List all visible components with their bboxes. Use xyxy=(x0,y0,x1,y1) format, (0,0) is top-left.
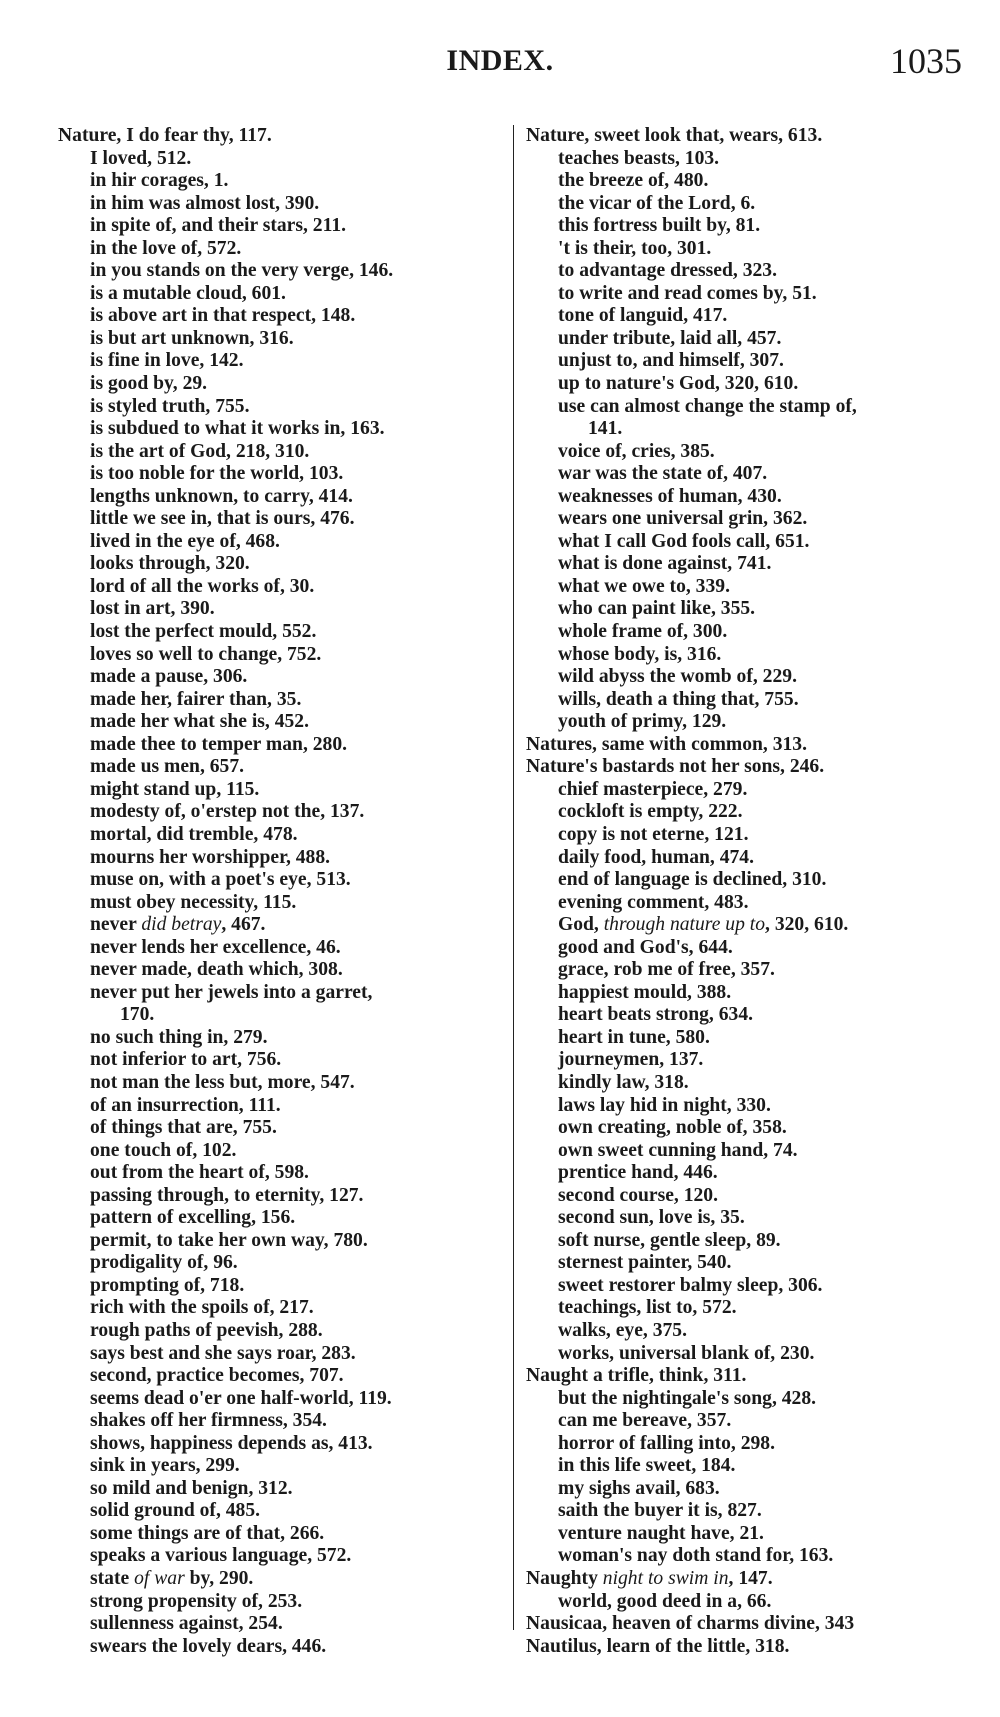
index-entry: state of war by, 290. xyxy=(90,1568,254,1589)
index-entry: saith the buyer it is, 827. xyxy=(558,1500,762,1522)
index-entry: wild abyss the womb of, 229. xyxy=(558,666,797,688)
index-entry: strong propensity of, 253. xyxy=(90,1590,303,1612)
index-entry: copy is not eterne, 121. xyxy=(558,823,749,845)
index-entry: journeymen, 137. xyxy=(558,1049,704,1071)
index-entry: never made, death which, 308. xyxy=(90,959,343,981)
index-entry: lost in art, 390. xyxy=(90,598,215,620)
index-entry: is but art unknown, 316. xyxy=(90,327,294,349)
index-entry: made thee to temper man, 280. xyxy=(90,733,348,755)
index-entry: is good by, 29. xyxy=(90,373,208,395)
index-entry: war was the state of, 407. xyxy=(558,463,768,485)
index-entry: mourns her worshipper, 488. xyxy=(90,846,331,868)
index-entry: Nature, I do fear thy, 117. xyxy=(58,125,272,146)
index-entry: is styled truth, 755. xyxy=(90,395,250,417)
index-entry: sink in years, 299. xyxy=(90,1455,240,1477)
index-entry: sternest painter, 540. xyxy=(558,1252,732,1274)
index-entry: my sighs avail, 683. xyxy=(558,1477,720,1499)
index-entry: not inferior to art, 756. xyxy=(90,1049,282,1071)
index-entry: Nature's bastards not her sons, 246. xyxy=(526,756,825,778)
index-entry: prentice hand, 446. xyxy=(558,1162,718,1184)
index-entry: in you stands on the very verge, 146. xyxy=(90,260,394,282)
index-entry: muse on, with a poet's eye, 513. xyxy=(90,869,351,891)
index-entry: world, good deed in a, 66. xyxy=(558,1590,772,1612)
index-entry: prodigality of, 96. xyxy=(90,1252,238,1274)
index-entry: 170. xyxy=(120,1004,155,1026)
index-entry: Nausicaa, heaven of charms divine, 343 xyxy=(526,1613,855,1635)
index-entry: tone of languid, 417. xyxy=(558,305,728,327)
index-entry: shows, happiness depends as, 413. xyxy=(90,1432,373,1454)
index-entry: in hir corages, 1. xyxy=(90,170,229,192)
index-entry: no such thing in, 279. xyxy=(90,1026,268,1048)
page-number: 1035 xyxy=(890,41,962,81)
index-entry: what is done against, 741. xyxy=(558,553,772,575)
index-entry: soft nurse, gentle sleep, 89. xyxy=(558,1229,781,1251)
index-entry: might stand up, 115. xyxy=(90,778,260,800)
index-entry: sweet restorer balmy sleep, 306. xyxy=(558,1274,823,1296)
index-entry: lengths unknown, to carry, 414. xyxy=(90,485,353,507)
index-entry: Naughty night to swim in, 147. xyxy=(526,1568,773,1589)
index-entry: unjust to, and himself, 307. xyxy=(558,350,784,372)
index-entry: is fine in love, 142. xyxy=(90,350,244,372)
index-entry: who can paint like, 355. xyxy=(558,598,756,620)
index-entry: lived in the eye of, 468. xyxy=(90,530,280,552)
index-entry: in spite of, and their stars, 211. xyxy=(90,215,347,237)
index-entry: wills, death a thing that, 755. xyxy=(558,688,799,710)
index-entry: little we see in, that is ours, 476. xyxy=(90,508,355,530)
column-divider xyxy=(513,125,514,1630)
index-entry: Naught a trifle, think, 311. xyxy=(526,1365,747,1387)
index-entry: end of language is declined, 310. xyxy=(558,869,827,891)
index-entry: loves so well to change, 752. xyxy=(90,643,322,665)
index-entry: prompting of, 718. xyxy=(90,1274,245,1296)
index-entry: is a mutable cloud, 601. xyxy=(90,282,286,304)
index-entry: rough paths of peevish, 288. xyxy=(90,1319,323,1341)
index-entry: second sun, love is, 35. xyxy=(558,1207,745,1229)
index-entry: solid ground of, 485. xyxy=(90,1500,261,1522)
index-entry: made a pause, 306. xyxy=(90,666,248,688)
index-entry: not man the less but, more, 547. xyxy=(90,1071,355,1093)
index-entry: of an insurrection, 111. xyxy=(90,1094,281,1116)
index-entry: modesty of, o'erstep not the, 137. xyxy=(90,801,365,823)
index-entry: cockloft is empty, 222. xyxy=(558,801,743,823)
index-entry: grace, rob me of free, 357. xyxy=(558,959,775,981)
index-entry: use can almost change the stamp of, xyxy=(558,395,857,417)
index-entry: of things that are, 755. xyxy=(90,1117,277,1139)
index-entry: says best and she says roar, 283. xyxy=(90,1342,356,1364)
index-entry: youth of primy, 129. xyxy=(558,711,727,733)
index-entry: this fortress built by, 81. xyxy=(558,215,761,237)
index-entry: so mild and benign, 312. xyxy=(90,1477,293,1499)
index-entry: is above art in that respect, 148. xyxy=(90,305,356,327)
index-entry: venture naught have, 21. xyxy=(558,1522,764,1544)
index-entry: seems dead o'er one half-world, 119. xyxy=(90,1387,392,1409)
index-entry: the breeze of, 480. xyxy=(558,170,709,192)
index-entry: teaches beasts, 103. xyxy=(558,147,720,169)
index-entry: happiest mould, 388. xyxy=(558,981,732,1003)
index-entry: works, universal blank of, 230. xyxy=(558,1342,815,1364)
index-entry: one touch of, 102. xyxy=(90,1139,237,1161)
index-entry: mortal, did tremble, 478. xyxy=(90,823,298,845)
index-entry: to advantage dressed, 323. xyxy=(558,260,777,282)
index-entry: own sweet cunning hand, 74. xyxy=(558,1139,798,1161)
index-entry: kindly law, 318. xyxy=(558,1071,689,1093)
index-entry: sullenness against, 254. xyxy=(90,1613,283,1635)
index-entry: woman's nay doth stand for, 163. xyxy=(558,1545,834,1567)
index-entry: heart in tune, 580. xyxy=(558,1026,710,1048)
index-entry: can me bereave, 357. xyxy=(558,1410,732,1432)
index-entry: permit, to take her own way, 780. xyxy=(90,1229,368,1251)
index-entry: laws lay hid in night, 330. xyxy=(558,1094,771,1116)
index-entry: the vicar of the Lord, 6. xyxy=(558,192,756,214)
index-entry: is too noble for the world, 103. xyxy=(90,463,344,485)
index-entry: in this life sweet, 184. xyxy=(558,1455,736,1477)
index-entry: lord of all the works of, 30. xyxy=(90,575,315,597)
index-entry: Nautilus, learn of the little, 318. xyxy=(526,1635,790,1657)
index-entry: heart beats strong, 634. xyxy=(558,1004,754,1026)
index-entry: what we owe to, 339. xyxy=(558,575,730,597)
index-entry: speaks a various language, 572. xyxy=(90,1545,352,1567)
index-entry: never did betray, 467. xyxy=(90,914,266,936)
index-entry: second, practice becomes, 707. xyxy=(90,1365,344,1387)
index-entry: second course, 120. xyxy=(558,1184,719,1206)
index-entry: whose body, is, 316. xyxy=(558,643,722,665)
index-entry: teachings, list to, 572. xyxy=(558,1297,737,1319)
index-entry: out from the heart of, 598. xyxy=(90,1162,309,1184)
index-entry: whole frame of, 300. xyxy=(558,621,728,643)
index-entry: Natures, same with common, 313. xyxy=(526,733,807,755)
index-entry: shakes off her firmness, 354. xyxy=(90,1410,327,1432)
index-entry: 't is their, too, 301. xyxy=(558,237,712,259)
index-entry: evening comment, 483. xyxy=(558,891,749,913)
index-entry: daily food, human, 474. xyxy=(558,846,754,868)
index-entry: passing through, to eternity, 127. xyxy=(90,1184,364,1206)
index-entry: in him was almost lost, 390. xyxy=(90,192,320,214)
index-entry: never lends her excellence, 46. xyxy=(90,936,341,958)
index-entry: never put her jewels into a garret, xyxy=(90,981,373,1003)
index-entry: pattern of excelling, 156. xyxy=(90,1207,296,1229)
index-entry: under tribute, laid all, 457. xyxy=(558,327,782,349)
index-entry: is the art of God, 218, 310. xyxy=(90,440,310,462)
index-entry: some things are of that, 266. xyxy=(90,1522,325,1544)
index-entry: in the love of, 572. xyxy=(90,237,242,259)
index-entry: to write and read comes by, 51. xyxy=(558,282,817,304)
index-entry: lost the perfect mould, 552. xyxy=(90,621,317,643)
index-entry: 141. xyxy=(588,418,623,440)
index-entry: wears one universal grin, 362. xyxy=(558,508,808,530)
index-entry: God, through nature up to, 320, 610. xyxy=(558,914,849,936)
page-title: INDEX. xyxy=(446,44,554,77)
index-column-left xyxy=(58,125,504,1658)
index-entry: horror of falling into, 298. xyxy=(558,1432,775,1454)
index-entry: made her, fairer than, 35. xyxy=(90,688,302,710)
index-entry: is subdued to what it works in, 163. xyxy=(90,418,385,440)
index-entry: looks through, 320. xyxy=(90,553,250,575)
index-entry: chief masterpiece, 279. xyxy=(558,778,748,800)
index-entry: weaknesses of human, 430. xyxy=(558,485,782,507)
index-entry: Nature, sweet look that, wears, 613. xyxy=(526,125,823,146)
index-entry: walks, eye, 375. xyxy=(558,1319,687,1341)
index-entry: must obey necessity, 115. xyxy=(90,891,297,913)
index-entry: good and God's, 644. xyxy=(558,936,733,958)
index-entry: swears the lovely dears, 446. xyxy=(90,1635,327,1657)
index-entry: rich with the spoils of, 217. xyxy=(90,1297,314,1319)
index-entry: up to nature's God, 320, 610. xyxy=(558,373,799,395)
index-entry: but the nightingale's song, 428. xyxy=(558,1387,817,1409)
index-entry: I loved, 512. xyxy=(90,147,192,169)
index-entry: voice of, cries, 385. xyxy=(558,440,715,462)
index-entry: made her what she is, 452. xyxy=(90,711,309,733)
index-column-right xyxy=(526,125,968,1658)
index-entry: own creating, noble of, 358. xyxy=(558,1117,787,1139)
index-entry: made us men, 657. xyxy=(90,756,245,778)
index-entry: what I call God fools call, 651. xyxy=(558,530,810,552)
